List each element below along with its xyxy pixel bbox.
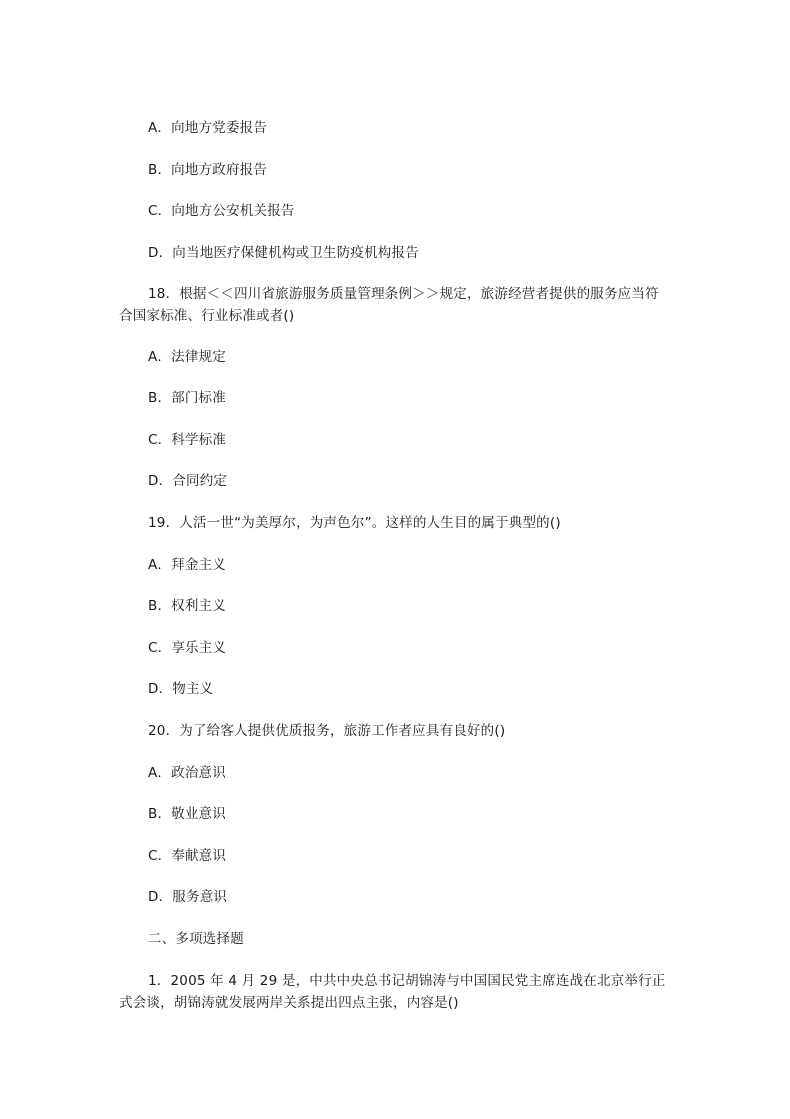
section-heading-multiple-choice: 二、多项选择题 (148, 931, 244, 947)
q19-option-d: D．物主义 (148, 681, 214, 697)
q18-stem-line-1: 18．根据＜＜四川省旅游服务质量管理条例＞＞规定，旅游经营者提供的服务应当符 (148, 286, 659, 302)
q20-option-c: C．奉献意识 (148, 848, 227, 864)
q18-option-c: C．科学标准 (148, 432, 227, 448)
q17-option-a: A．向地方党委报告 (148, 120, 268, 136)
q20-option-a: A．政治意识 (148, 765, 226, 781)
q19-option-b: B．权利主义 (148, 598, 226, 614)
q20-option-d: D．服务意识 (148, 889, 228, 905)
q17-option-d: D．向当地医疗保健机构或卫生防疫机构报告 (148, 245, 419, 261)
q18-option-d: D．合同约定 (148, 473, 228, 489)
q19-stem: 19．人活一世“为美厚尔，为声色尔”。这样的人生目的属于典型的() (148, 515, 561, 531)
q19-option-a: A．拜金主义 (148, 557, 226, 573)
q18-stem-line-2: 合国家标准、行业标准或者() (119, 308, 295, 324)
q17-option-b: B．向地方政府报告 (148, 162, 268, 178)
q19-option-c: C．享乐主义 (148, 640, 227, 656)
q20-stem: 20．为了给客人提供优质报务，旅游工作者应具有良好的() (148, 723, 506, 739)
q17-option-c: C．向地方公安机关报告 (148, 203, 295, 219)
q18-option-b: B．部门标准 (148, 390, 226, 406)
q20-option-b: B．敬业意识 (148, 806, 226, 822)
mq1-stem-line-1: 1．2005 年 4 月 29 是，中共中央总书记胡锦涛与中国国民党主席连战在北京举行正 (148, 973, 666, 989)
mq1-stem-line-2: 式会谈，胡锦涛就发展两岸关系提出四点主张，内容是() (119, 995, 459, 1011)
q18-option-a: A．法律规定 (148, 349, 226, 365)
